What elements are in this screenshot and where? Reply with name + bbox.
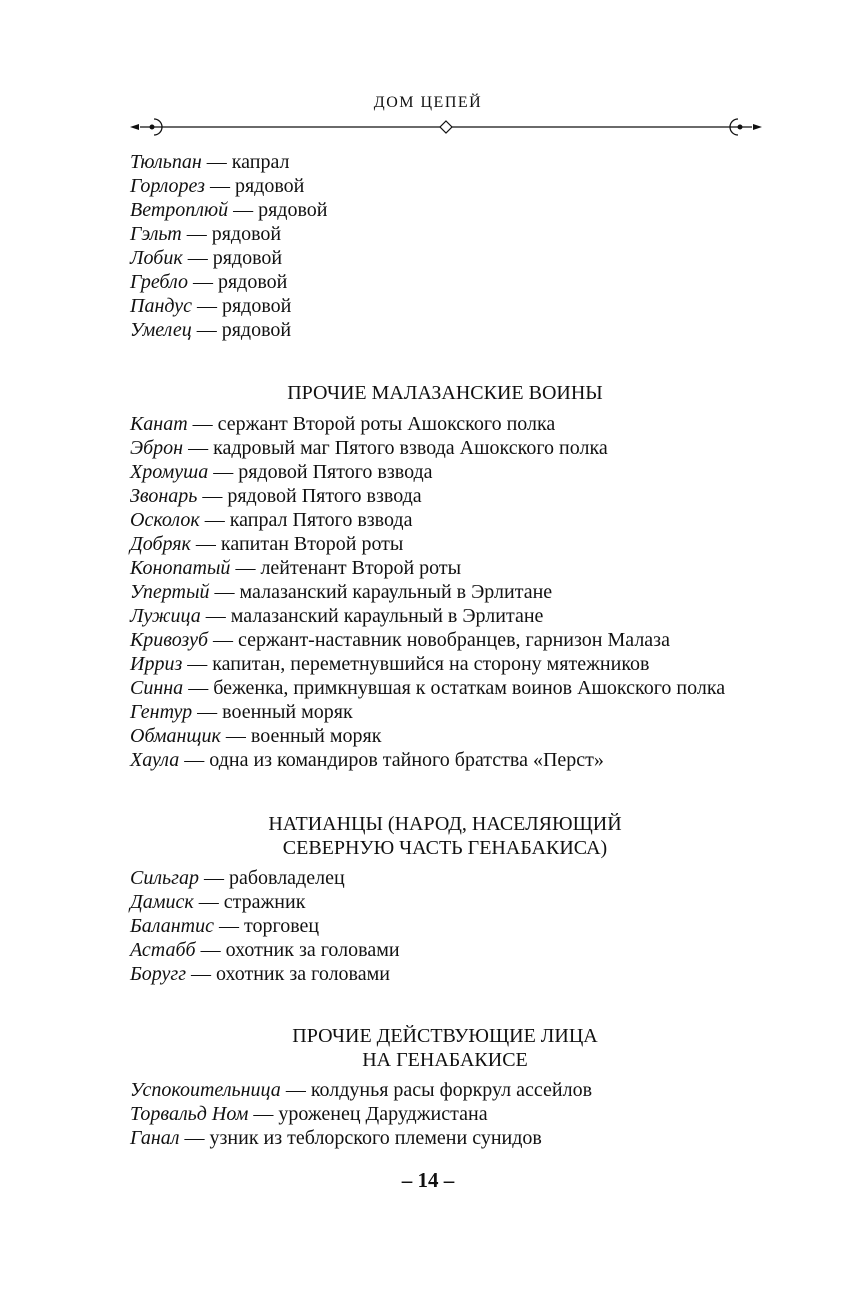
- em-dash: —: [214, 581, 235, 603]
- em-dash: —: [209, 175, 230, 197]
- section-3-entries: [130, 1078, 770, 1150]
- em-dash: —: [219, 915, 240, 937]
- section-heading-line: СЕВЕРНУЮ ЧАСТЬ ГЕНАБАКИСА): [282, 837, 608, 859]
- em-dash: —: [225, 725, 246, 747]
- character-name: Лужица: [130, 605, 201, 627]
- character-name: Умелец: [130, 319, 192, 341]
- em-dash: —: [192, 413, 213, 435]
- character-entry: [130, 914, 770, 938]
- character-description: капрал: [231, 151, 290, 173]
- section-0-entries: [130, 150, 770, 342]
- section-1-heading: [130, 381, 760, 405]
- character-description: кадровый маг Пятого взвода Ашокского полка: [213, 437, 608, 459]
- character-entry: [130, 150, 770, 174]
- character-entry: [130, 270, 770, 294]
- character-description: капитан, переметнувшийся на сторону мятежников: [212, 653, 650, 675]
- em-dash: —: [198, 891, 219, 913]
- em-dash: —: [186, 223, 207, 245]
- character-entry: [130, 532, 770, 556]
- character-description: охотник за головами: [216, 963, 390, 985]
- em-dash: —: [204, 509, 225, 531]
- character-entry: [130, 604, 770, 628]
- character-description: рабовладелец: [228, 867, 345, 889]
- em-dash: —: [191, 963, 212, 985]
- running-head: ДОМ ЦЕПЕЙ: [373, 94, 483, 111]
- character-entry: [130, 962, 770, 986]
- character-entry: [130, 938, 770, 962]
- page-number: – 14 –: [401, 1168, 455, 1192]
- character-description: рядовой Пятого взвода: [238, 461, 433, 483]
- character-name: Осколок: [130, 509, 200, 531]
- character-description: рядовой: [221, 295, 292, 317]
- character-entry: [130, 748, 770, 772]
- character-entry: [130, 436, 770, 460]
- em-dash: —: [205, 605, 226, 627]
- character-name: Обманщик: [130, 725, 221, 747]
- character-description: охотник за головами: [225, 939, 400, 961]
- character-name: Дамиск: [130, 891, 194, 913]
- character-name: Гентур: [130, 701, 193, 723]
- character-entry: [130, 556, 770, 580]
- character-entry: [130, 700, 770, 724]
- character-name: Горлорез: [130, 175, 205, 197]
- character-description: малазанский караульный в Эрлитане: [239, 581, 553, 603]
- em-dash: —: [187, 247, 208, 269]
- character-entry: [130, 318, 770, 342]
- character-name: Сильгар: [130, 867, 199, 889]
- em-dash: —: [192, 271, 213, 293]
- em-dash: —: [187, 653, 208, 675]
- character-entry: [130, 866, 770, 890]
- character-entry: [130, 628, 770, 652]
- em-dash: —: [233, 199, 254, 221]
- character-name: Боругг: [130, 963, 187, 985]
- character-name: Звонарь: [130, 485, 198, 507]
- character-entry: [130, 652, 770, 676]
- character-entry: [130, 294, 770, 318]
- section-heading-line: ПРОЧИЕ ДЕЙСТВУЮЩИЕ ЛИЦА: [292, 1025, 598, 1047]
- character-entry: [130, 724, 770, 748]
- character-description: торговец: [244, 915, 320, 937]
- character-entry: [130, 1126, 770, 1150]
- character-name: Хромуша: [130, 461, 209, 483]
- character-description: лейтенант Второй роты: [260, 557, 462, 579]
- character-name: Кривозуб: [130, 629, 209, 651]
- character-description: капитан Второй роты: [220, 533, 404, 555]
- em-dash: —: [213, 629, 234, 651]
- character-name: Добряк: [130, 533, 191, 555]
- ornamental-rule: [130, 116, 762, 138]
- em-dash: —: [235, 557, 256, 579]
- em-dash: —: [197, 701, 218, 723]
- section-heading-line: ПРОЧИЕ МАЛАЗАНСКИЕ ВОИНЫ: [287, 382, 603, 404]
- section-heading-line: НАТИАНЦЫ (НАРОД, НАСЕЛЯЮЩИЙ: [268, 813, 622, 835]
- character-name: Успокоительница: [130, 1079, 281, 1101]
- character-description: одна из командиров тайного братства «Перст»: [209, 749, 604, 771]
- character-name: Канат: [130, 413, 188, 435]
- character-name: Торвальд Ном: [130, 1103, 249, 1125]
- character-name: Пандус: [130, 295, 192, 317]
- em-dash: —: [188, 437, 209, 459]
- character-description: рядовой: [234, 175, 305, 197]
- character-name: Хаула: [130, 749, 180, 771]
- character-entry: [130, 508, 770, 532]
- em-dash: —: [206, 151, 227, 173]
- character-description: военный моряк: [250, 725, 382, 747]
- character-name: Тюльпан: [130, 151, 202, 173]
- section-2-heading: [130, 812, 760, 860]
- character-entry: [130, 580, 770, 604]
- em-dash: —: [203, 867, 224, 889]
- character-name: Гэльт: [130, 223, 182, 245]
- em-dash: —: [253, 1103, 274, 1125]
- character-name: Гребло: [130, 271, 188, 293]
- em-dash: —: [196, 319, 217, 341]
- character-entry: [130, 1078, 770, 1102]
- character-name: Упертый: [130, 581, 210, 603]
- character-entry: [130, 246, 770, 270]
- character-description: беженка, примкнувшая к остаткам воинов Ашокского полка: [213, 677, 726, 699]
- character-description: рядовой: [217, 271, 288, 293]
- character-description: военный моряк: [222, 701, 353, 723]
- character-entry: [130, 1102, 770, 1126]
- em-dash: —: [184, 1127, 205, 1149]
- em-dash: —: [188, 677, 209, 699]
- em-dash: —: [184, 749, 205, 771]
- character-entry: [130, 460, 770, 484]
- character-description: сержант Второй роты Ашокского полка: [217, 413, 556, 435]
- character-entry: [130, 484, 770, 508]
- character-entry: [130, 676, 770, 700]
- em-dash: —: [200, 939, 221, 961]
- character-name: Ветроплюй: [130, 199, 229, 221]
- character-name: Лобик: [130, 247, 183, 269]
- character-entry: [130, 222, 770, 246]
- character-name: Эброн: [130, 437, 184, 459]
- character-description: рядовой: [221, 319, 292, 341]
- character-description: рядовой: [258, 199, 328, 221]
- character-description: рядовой Пятого взвода: [227, 485, 422, 507]
- character-entry: [130, 890, 770, 914]
- section-1-entries: [130, 412, 770, 772]
- character-description: колдунья расы форкрул ассейлов: [310, 1079, 593, 1101]
- character-name: Ирриз: [130, 653, 183, 675]
- em-dash: —: [285, 1079, 306, 1101]
- section-heading-line: НА ГЕНАБАКИСЕ: [362, 1049, 528, 1071]
- character-entry: [130, 412, 770, 436]
- character-entry: [130, 174, 770, 198]
- character-description: узник из теблорского племени сунидов: [209, 1127, 542, 1149]
- character-name: Балантис: [130, 915, 215, 937]
- em-dash: —: [213, 461, 234, 483]
- character-description: рядовой: [211, 223, 282, 245]
- section-3-heading: [130, 1024, 760, 1072]
- em-dash: —: [196, 295, 217, 317]
- character-description: уроженец Даруджистана: [278, 1103, 488, 1125]
- em-dash: —: [195, 533, 216, 555]
- section-2-entries: [130, 866, 770, 986]
- character-description: капрал Пятого взвода: [229, 509, 413, 531]
- character-description: малазанский караульный в Эрлитане: [230, 605, 544, 627]
- character-name: Астабб: [130, 939, 196, 961]
- character-name: Конопатый: [130, 557, 231, 579]
- character-name: Синна: [130, 677, 184, 699]
- em-dash: —: [202, 485, 223, 507]
- character-name: Ганал: [130, 1127, 180, 1149]
- character-description: сержант-наставник новобранцев, гарнизон Малаза: [238, 629, 670, 651]
- character-entry: [130, 198, 770, 222]
- character-description: стражник: [223, 891, 306, 913]
- character-description: рядовой: [212, 247, 283, 269]
